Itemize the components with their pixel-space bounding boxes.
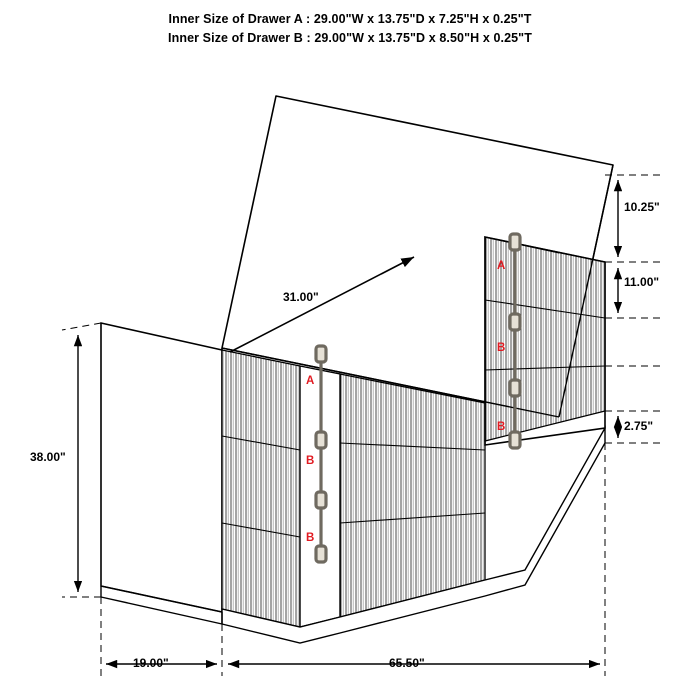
dim-label-width: 65.50" — [389, 656, 425, 670]
dim-label-diagonal-depth: 31.00" — [283, 290, 319, 304]
drawer-letter-left-b2: B — [306, 532, 315, 544]
dim-label-depth: 19.00" — [133, 656, 169, 670]
drawer-letter-left-b1: B — [306, 455, 315, 467]
dim-right-extension-lines — [605, 175, 660, 443]
drawer-column-left — [222, 350, 300, 627]
dim-label-top-drawer-height: 10.25" — [624, 200, 660, 214]
header-line-1: Inner Size of Drawer A : 29.00"W x 13.75"D x 7.25"H x 0.25"T — [168, 12, 532, 26]
dim-label-overall-height: 38.00" — [30, 450, 66, 464]
drawer-letter-right-b1: B — [497, 342, 506, 354]
drawer-letter-right-a: A — [497, 260, 506, 272]
drawer-letter-right-b2: B — [497, 421, 506, 433]
drawer-column-center — [340, 374, 485, 617]
header-line-2: Inner Size of Drawer B : 29.00"W x 13.75"D x 8.50"H x 0.25"T — [168, 31, 532, 45]
dim-label-second-drawer-height: 11.00" — [624, 275, 660, 289]
dim-left-extension-lines — [62, 323, 101, 597]
dim-label-base-height: 2.75" — [624, 419, 654, 433]
drawer-letter-left-a: A — [306, 375, 315, 387]
